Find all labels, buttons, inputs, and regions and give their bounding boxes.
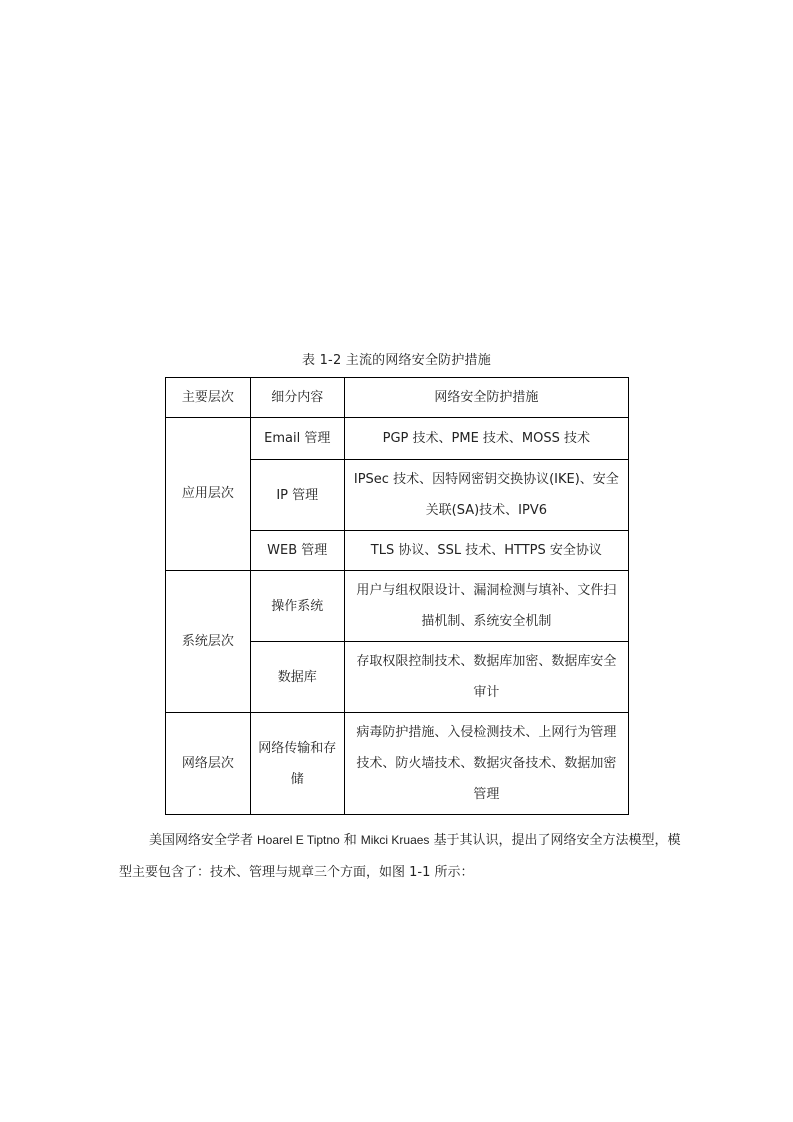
sub-web: WEB 管理 xyxy=(250,531,344,571)
table-row xyxy=(166,571,629,642)
sub-net: 网络传输和存储 xyxy=(250,713,344,815)
measures-email: PGP 技术、PME 技术、MOSS 技术 xyxy=(344,418,628,460)
author-name-2: Mikci Kruaes xyxy=(360,833,430,847)
layer-network: 网络层次 xyxy=(166,713,251,815)
header-measures: 网络安全防护措施 xyxy=(344,378,628,418)
paragraph-text-3: 基于其认识，提出了网络安全方法模型，模型主要包含了：技术、管理与规章三个方面，如图 1-1 所示： xyxy=(119,833,681,880)
measures-web: TLS 协议、SSL 技术、HTTPS 安全协议 xyxy=(344,531,628,571)
table-caption: 表 1-2 主流的网络安全防护措施 xyxy=(302,353,491,368)
measures-net: 病毒防护措施、入侵检测技术、上网行为管理技术、防火墙技术、数据灾备技术、数据加密管理 xyxy=(344,713,628,815)
author-name-1: Hoarel E Tiptno xyxy=(257,833,340,847)
measures-ip: IPSec 技术、因特网密钥交换协议(IKE)、安全关联(SA)技术、IPV6 xyxy=(344,460,628,531)
sub-ip: IP 管理 xyxy=(250,460,344,531)
header-main-layer: 主要层次 xyxy=(166,378,251,418)
table-header-row xyxy=(166,378,629,418)
body-paragraph xyxy=(119,824,689,889)
sub-db: 数据库 xyxy=(250,642,344,713)
security-measures-table xyxy=(165,377,629,815)
sub-os: 操作系统 xyxy=(250,571,344,642)
layer-system: 系统层次 xyxy=(166,571,251,713)
sub-email: Email 管理 xyxy=(250,418,344,460)
header-sub-content: 细分内容 xyxy=(250,378,344,418)
paragraph-text-1: 美国网络安全学者 xyxy=(149,833,254,848)
paragraph-text-2: 和 xyxy=(343,833,357,848)
measures-db: 存取权限控制技术、数据库加密、数据库安全审计 xyxy=(344,642,628,713)
table-row xyxy=(166,418,629,460)
table-row xyxy=(166,713,629,815)
measures-os: 用户与组权限设计、漏洞检测与填补、文件扫描机制、系统安全机制 xyxy=(344,571,628,642)
layer-application: 应用层次 xyxy=(166,418,251,571)
